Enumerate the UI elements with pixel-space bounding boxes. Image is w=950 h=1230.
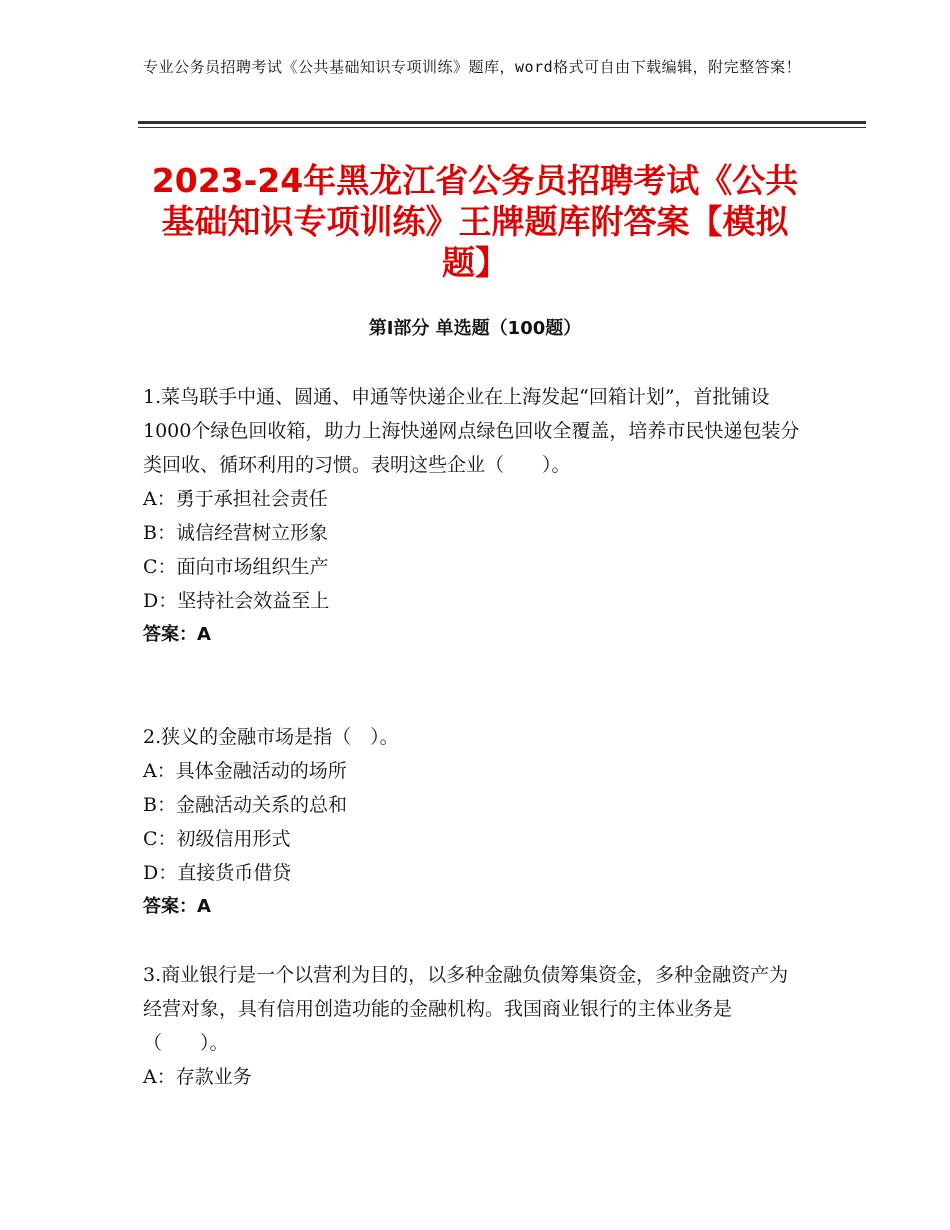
answer: 答案：A	[143, 624, 211, 645]
option-c: C：面向市场组织生产	[143, 556, 329, 578]
option-b: B：诚信经营树立形象	[143, 522, 328, 544]
header-note: 专业公务员招聘考试《公共基础知识专项训练》题库，word格式可自由下载编辑，附完整答案！	[143, 58, 802, 76]
option-c: C：初级信用形式	[143, 828, 291, 850]
option-d: D：直接货币借贷	[143, 862, 292, 884]
question-stem: 3.商业银行是一个以营利为目的，以多种金融负债筹集资金，多种金融资产为经营对象，具有信用创造功能的金融机构。我国商业银行的主体业务是（ ）。	[143, 964, 789, 1054]
header-divider-thin	[138, 127, 866, 128]
question-1	[143, 380, 803, 652]
section-title: 第Ⅰ部分 单选题（100题）	[368, 318, 582, 339]
option-a: A：勇于承担社会责任	[143, 488, 328, 510]
header-divider-thick	[138, 121, 866, 124]
question-stem: 1.菜鸟联手中通、圆通、申通等快递企业在上海发起“回箱计划”，首批铺设1000个绿色回收箱，助力上海快递网点绿色回收全覆盖，培养市民快递包装分类回收、循环利用的习惯。表明这些企业（ ）。	[143, 386, 800, 476]
option-a: A：具体金融活动的场所	[143, 760, 347, 782]
question-stem: 2.狭义的金融市场是指（ ）。	[143, 726, 399, 748]
option-b: B：金融活动关系的总和	[143, 794, 347, 816]
question-3	[143, 958, 803, 1094]
option-a: A：存款业务	[143, 1066, 252, 1088]
option-d: D：坚持社会效益至上	[143, 590, 330, 612]
document-title: 2023-24年黑龙江省公务员招聘考试《公共基础知识专项训练》王牌题库附答案【模拟题】	[151, 161, 799, 282]
question-2	[143, 720, 803, 924]
answer: 答案：A	[143, 896, 211, 917]
